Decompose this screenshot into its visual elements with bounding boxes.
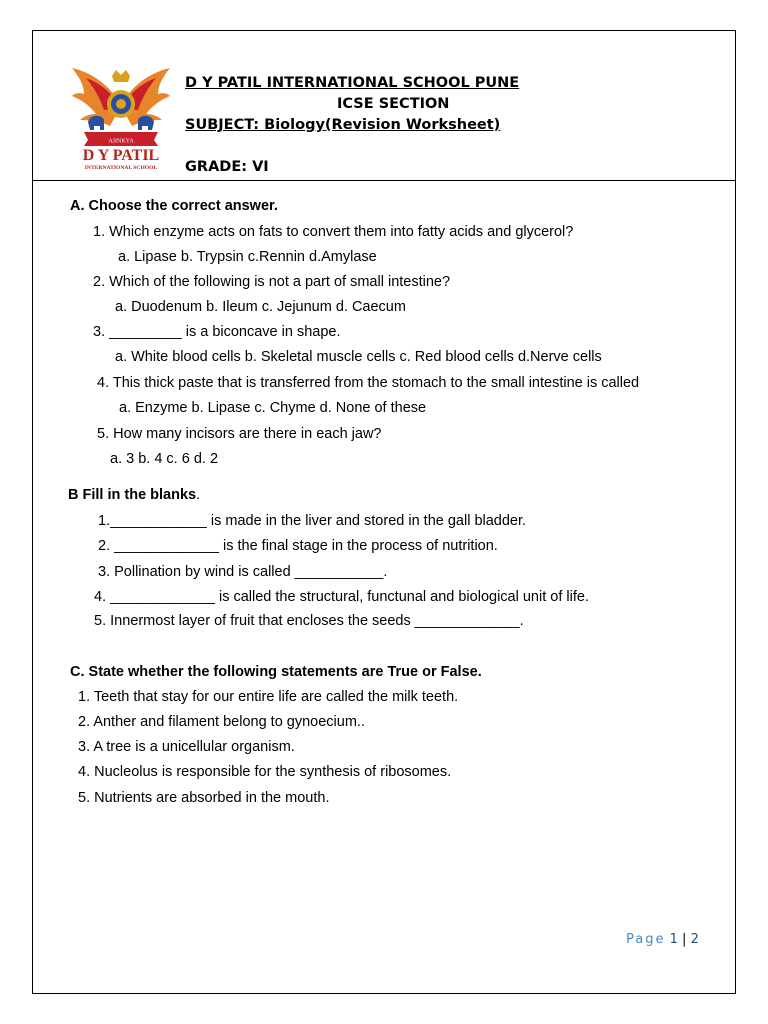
section-b-title-dot: . xyxy=(196,487,201,503)
options-line: a. Enzyme b. Lipase c. Chyme d. None of these xyxy=(119,400,427,416)
options-line: a. White blood cells b. Skeletal muscle cells c. Red blood cells d.Nerve cells xyxy=(115,349,602,365)
blank-line: 2. _____________ is the final stage in the process of nutrition. xyxy=(98,538,498,554)
statement-line: 5. Nutrients are absorbed in the mouth. xyxy=(78,790,330,806)
page-border xyxy=(32,30,736,994)
subject-title: SUBJECT: Biology(Revision Worksheet) xyxy=(185,117,501,133)
logo-ribbon-text: AJINKYA xyxy=(108,138,134,145)
page-separator: | xyxy=(682,932,687,947)
section-name: ICSE SECTION xyxy=(337,96,450,112)
page-label: Page xyxy=(626,932,666,947)
page-footer xyxy=(626,932,699,947)
blank-line: 3. Pollination by wind is called ___________. xyxy=(98,564,388,580)
section-c-title: C. State whether the following statements are True or False. xyxy=(70,664,482,680)
options-line: a. Duodenum b. Ileum c. Jejunum d. Caecum xyxy=(115,299,406,315)
question-line: 3. _________ is a biconcave in shape. xyxy=(93,324,341,340)
question-line: 5. How many incisors are there in each jaw? xyxy=(97,426,382,442)
school-logo xyxy=(70,64,172,172)
total-pages: 2 xyxy=(690,932,699,947)
blank-line: 1.____________ is made in the liver and stored in the gall bladder. xyxy=(98,513,527,529)
question-line: 2. Which of the following is not a part of small intestine? xyxy=(93,274,451,290)
statement-line: 4. Nucleolus is responsible for the synthesis of ribosomes. xyxy=(78,764,452,780)
options-line: a. Lipase b. Trypsin c.Rennin d.Amylase xyxy=(118,249,377,265)
school-name: D Y PATIL INTERNATIONAL SCHOOL PUNE xyxy=(185,75,520,91)
section-a-title: A. Choose the correct answer. xyxy=(70,198,278,214)
options-line: a. 3 b. 4 c. 6 d. 2 xyxy=(110,451,219,467)
grade-label: GRADE: VI xyxy=(185,159,269,175)
blank-line: 5. Innermost layer of fruit that encloses the seeds _____________. xyxy=(94,613,524,629)
statement-line: 1. Teeth that stay for our entire life are called the milk teeth. xyxy=(78,689,459,705)
statement-line: 2. Anther and filament belong to gynoecium.. xyxy=(78,714,365,730)
statement-line: 3. A tree is a unicellular organism. xyxy=(78,739,295,755)
page-number: 1 xyxy=(669,932,678,947)
logo-subname-text: INTERNATIONAL SCHOOL xyxy=(84,165,158,171)
question-line: 1. Which enzyme acts on fats to convert them into fatty acids and glycerol? xyxy=(93,224,574,240)
blank-line: 4. _____________ is called the structural, functunal and biological unit of life. xyxy=(94,589,589,605)
section-b-title xyxy=(68,487,200,503)
logo-name-text: D Y PATIL xyxy=(82,147,160,164)
section-b-title-text: B Fill in the blanks xyxy=(68,487,197,503)
header-divider xyxy=(32,180,736,181)
question-line: 4. This thick paste that is transferred from the stomach to the small intestine is called xyxy=(97,375,640,391)
